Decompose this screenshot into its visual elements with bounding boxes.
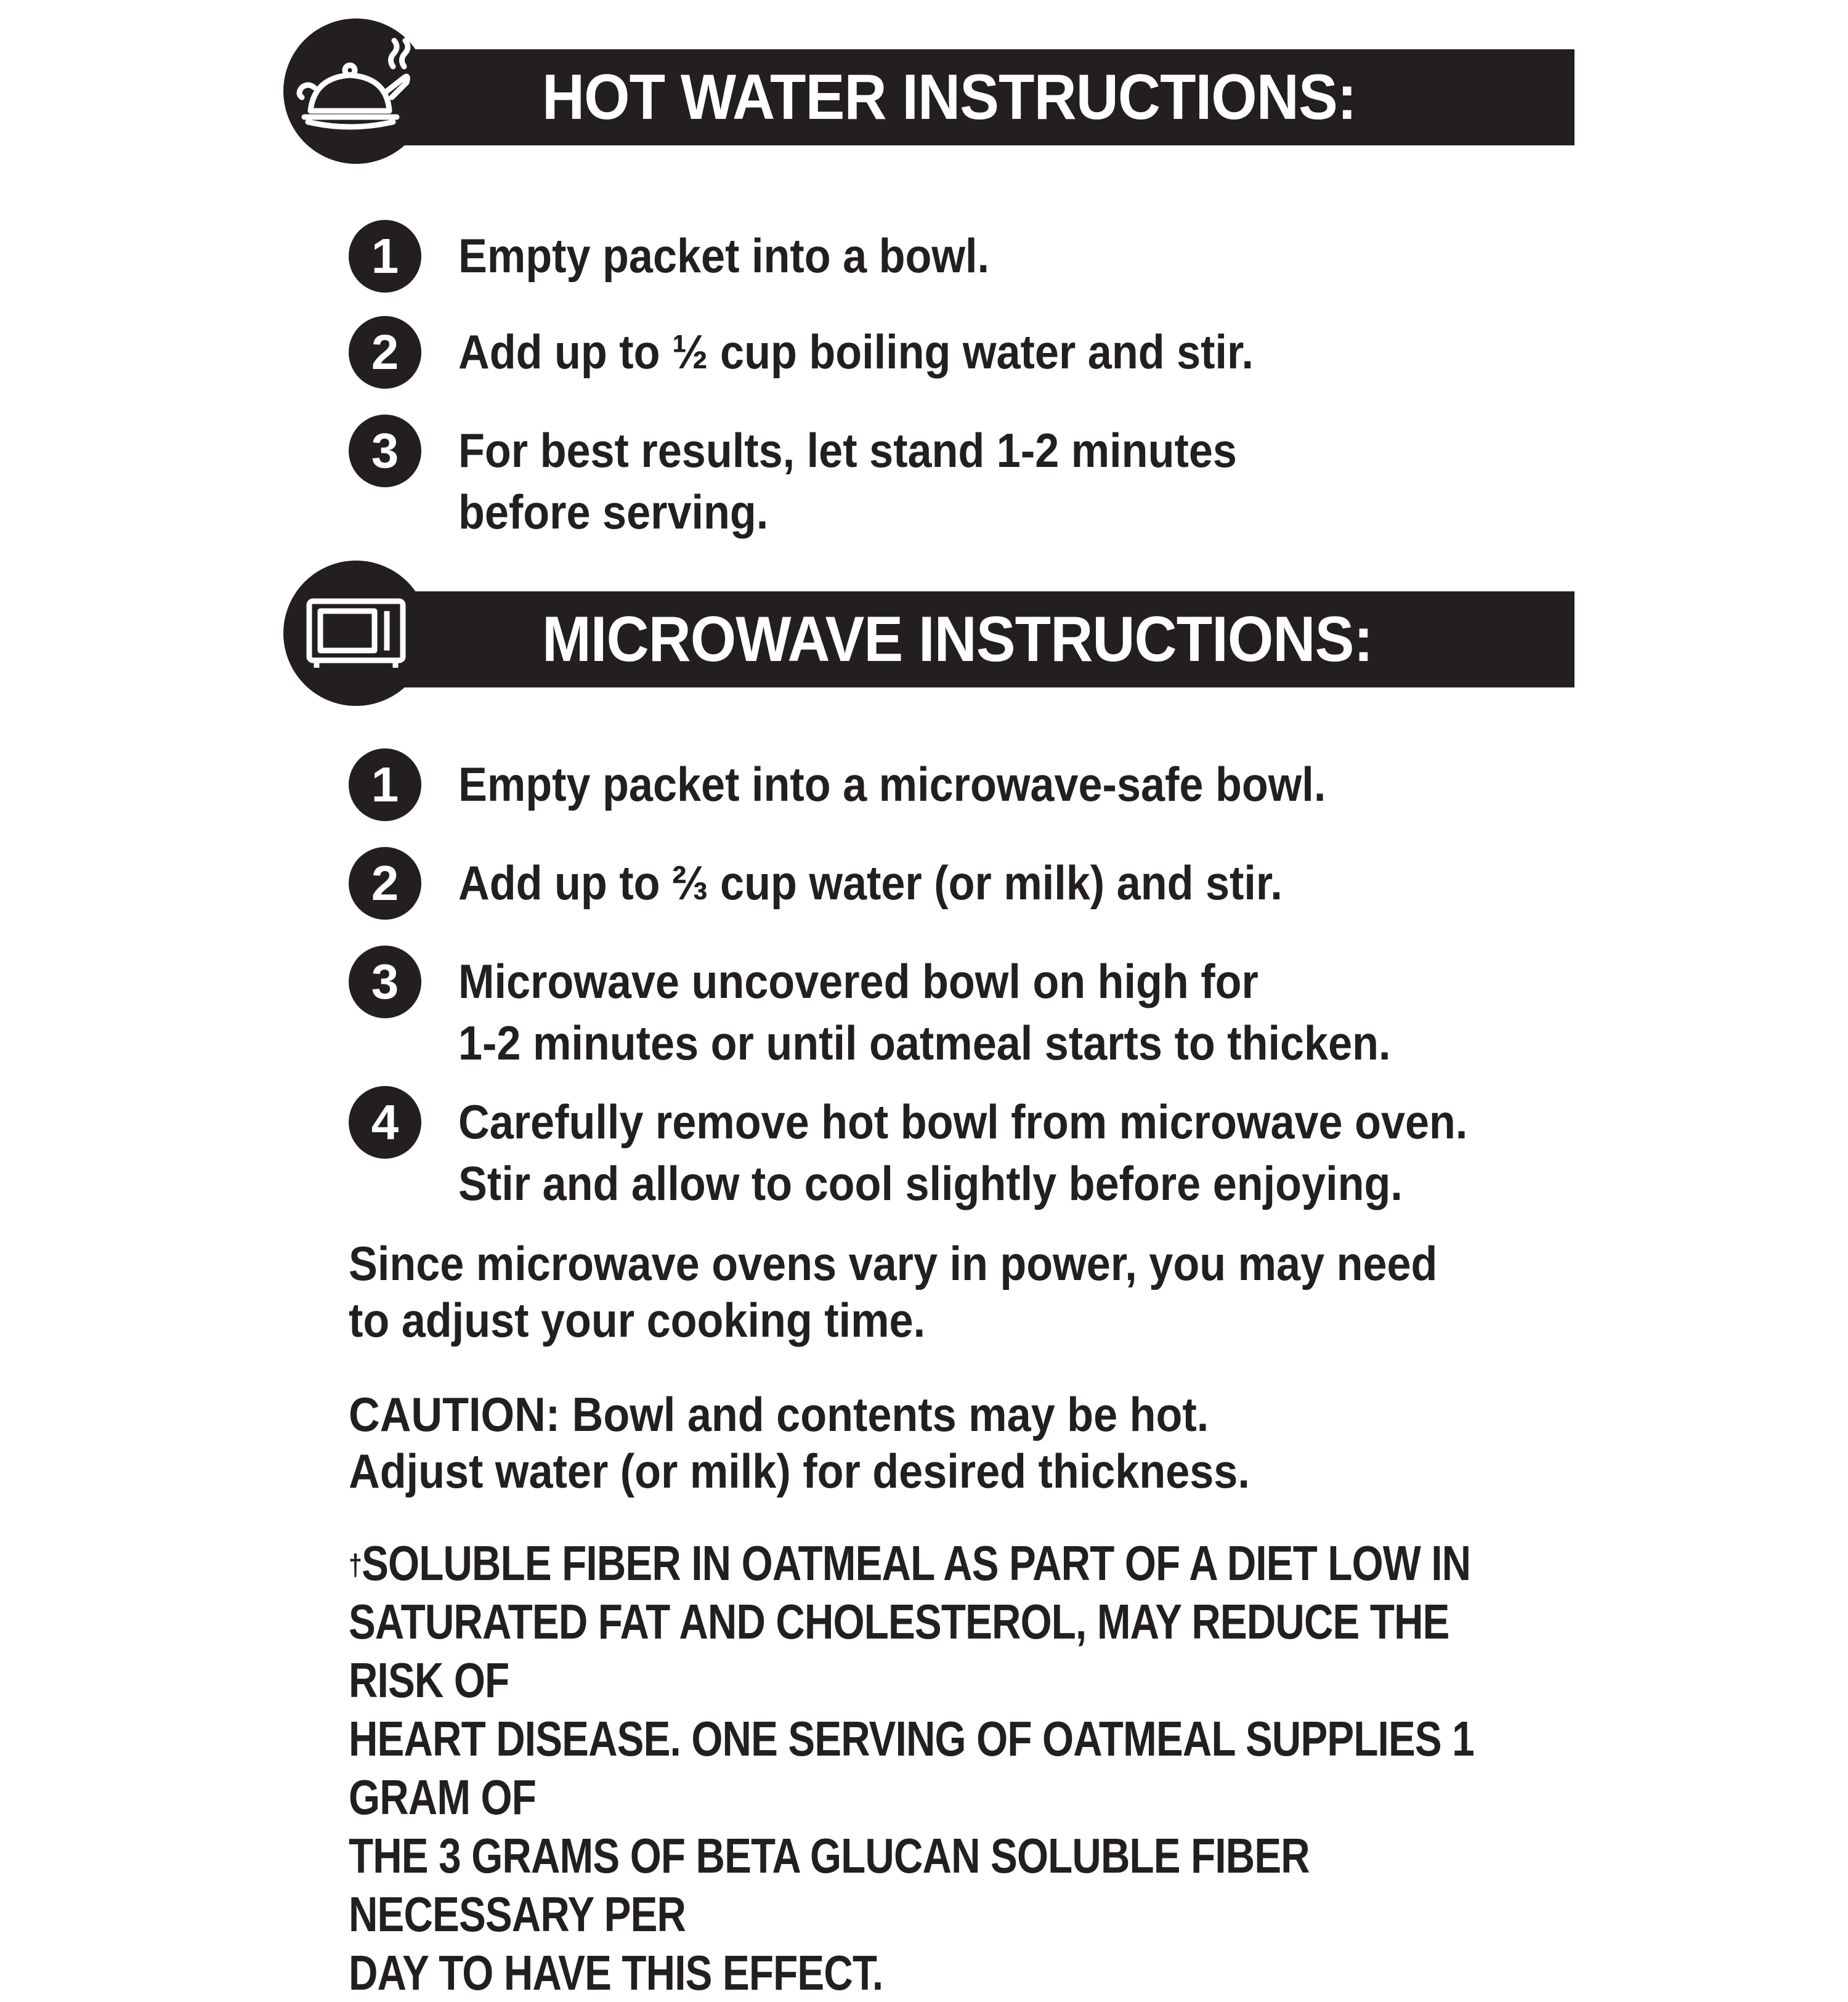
health-disclaimer (349, 1534, 1551, 2002)
disclaimer-text: SOLUBLE FIBER IN OATMEAL AS PART OF A DIET LOW IN SATURATED FAT AND CHOLESTEROL, MAY REDUCE THE RISK OF HEART DISEASE. ONE SERVING OF OATMEAL SUPPLIES 1 GRAM OF THE 3 GRAMS OF BETA GLUCAN SOLUBLE FIBER NECESSARY PER DAY TO HAVE THIS EFFECT. (349, 1536, 1474, 2000)
hot-water-title: HOT WATER INSTRUCTIONS: (542, 62, 1356, 133)
hot-water-header (283, 18, 1574, 166)
step-text: Carefully remove hot bowl from microwave oven. Stir and allow to cool slightly before enjoying. (458, 1095, 1468, 1210)
microwave-header-bar (376, 591, 1574, 687)
step-number-badge: 2 (349, 316, 421, 389)
microwave-header (283, 561, 1574, 708)
step-number-badge: 1 (349, 220, 421, 293)
step-number-badge: 2 (349, 847, 421, 920)
step-text: Add up to ½ cup boiling water and stir. (458, 325, 1254, 379)
step-number-badge: 3 (349, 946, 421, 1018)
power-note: Since microwave ovens vary in power, you may need to adjust your cooking time. (349, 1236, 1438, 1347)
hot-water-header-bar (376, 49, 1574, 145)
step-number-badge: 1 (349, 748, 421, 821)
caution-note: CAUTION: Bowl and contents may be hot. Adjust water (or milk) for desired thickness. (349, 1387, 1250, 1498)
step-number-badge: 4 (349, 1086, 421, 1159)
serving-dish-icon (283, 18, 429, 164)
microwave-badge (283, 561, 429, 706)
microwave-icon (283, 561, 429, 706)
hot-water-badge (283, 18, 429, 164)
step-text: Microwave uncovered bowl on high for 1-2 minutes or until oatmeal starts to thicken. (458, 954, 1391, 1070)
step-text: For best results, let stand 1-2 minutes before serving. (458, 423, 1237, 539)
step-text: Add up to ⅔ cup water (or milk) and stir. (458, 856, 1283, 910)
microwave-title: MICROWAVE INSTRUCTIONS: (542, 604, 1373, 675)
step-text: Empty packet into a microwave-safe bowl. (458, 757, 1326, 811)
dagger-mark: † (349, 1549, 362, 1582)
step-text: Empty packet into a bowl. (458, 229, 990, 283)
step-number-badge: 3 (349, 415, 421, 487)
